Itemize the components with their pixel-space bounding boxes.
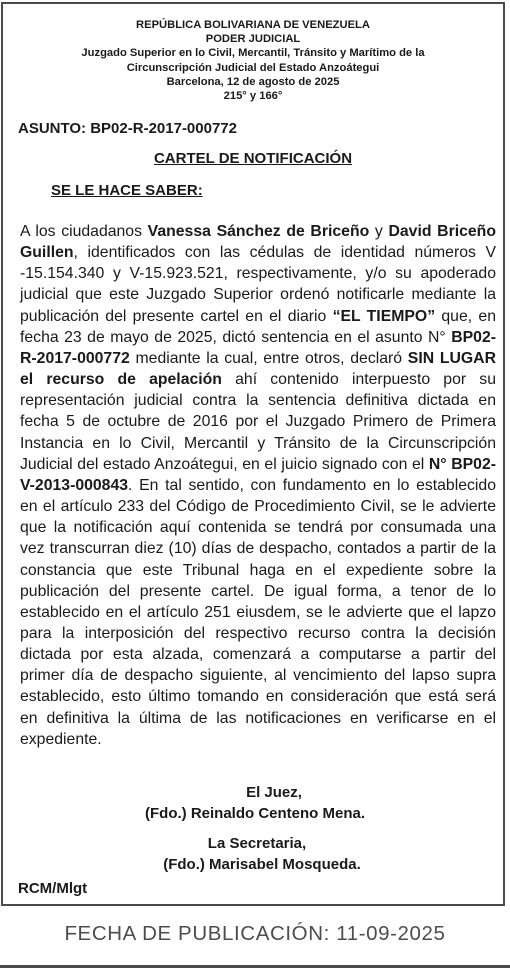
court-header [3,18,503,103]
publication-date: FECHA DE PUBLICACIÓN: 11-09-2025 [64,922,446,945]
initials: RCM/Mlgt [18,880,88,897]
notice-frame [1,2,505,906]
header-court-name: Juzgado Superior en lo Civil, Mercantil, Tránsito y Marítimo de la [81,47,425,60]
newspaper-name: “EL TIEMPO” [332,307,436,325]
case-subject: ASUNTO: BP02-R-2017-000772 [18,120,237,137]
judge-name: (Fdo.) Reinaldo Centeno Mena. [145,805,365,822]
ruling-text: SIN LUGAR el recurso de apelación [20,349,496,389]
header-jurisdiction: Circunscripción Judicial del Estado Anzoátegui [126,61,380,74]
party-name-1: Vanessa Sánchez de Briceño [147,223,370,240]
party-name-2: David Briceño Guillen [20,223,496,262]
trial-number: N° BP02-V-2013-000843 [20,455,497,494]
case-number: BP02-R-2017-000772 [20,328,496,367]
notice-body: A los ciudadanos Vanessa Sánchez de Briceño y David Briceño Guillen, identificados con las cédulas de identidad números V -15.154.340 y V-15.923.521, respectivamente, y/o su apoderado judicial que este Juzgado Superior ordenó notificarle mediante la publicación del presente cartel en el diario “EL TIEMPO” que, en fecha 23 de mayo de 2025, dictó sentencia en el asunto N° BP02-R-2017-000772 mediante la cual, entre otros, declaró SIN LUGAR el recurso de apelación ahí contenido interpuesto por su representación judicial contra la sentencia definitiva dictada en fecha 5 de octubre de 2016 por el Juzgado Primero de Primera Instancia en lo Civil, Mercantil y Tránsito de la Circunscripción Judicial del estado Anzoátegui, en el juicio signado con el N° BP02-V-2013-000843. En tal sentido, con fundamento en lo establecido en el artículo 233 del Código de Procedimiento Civil, se le advierte que la notificación aquí contenida se tendrá por consumada una vez transcurran diez (10) días de despacho, contados a partir de la constancia que este Tribunal haga en el expediente sobre la publicación del presente cartel. De igual forma, a tenor de lo establecido en el artículo 251 eiusdem, se le advierte que el lapzo para la interposición del respectivo recurso contra la decisión dictada por esta alzada, comenzará a computarse a partir del primer día de despacho siguiente, al vencimiento del lapso supra establecido, esto último tomando en consideración que está será en definitiva la última de las notificaciones en verificarse en el expediente. [20,223,497,748]
header-republic: REPÚBLICA BOLIVARIANA DE VENEZUELA [136,19,370,31]
secretary-title: La Secretaria, [207,835,307,852]
secretary-signature [3,833,503,875]
judge-title: El Juez, [246,784,302,801]
notice-title: CARTEL DE NOTIFICACIÓN [153,150,353,167]
header-place-date: Barcelona, 12 de agosto de 2025 [166,75,340,88]
bottom-divider [0,965,510,968]
header-years: 215° y 166° [223,90,283,103]
judge-signature [3,782,503,824]
secretary-name: (Fdo.) Marisabel Mosqueda. [163,856,361,873]
header-judicial-power: PODER JUDICIAL [205,33,301,46]
notice-subtitle: SE LE HACE SABER: [51,182,203,199]
